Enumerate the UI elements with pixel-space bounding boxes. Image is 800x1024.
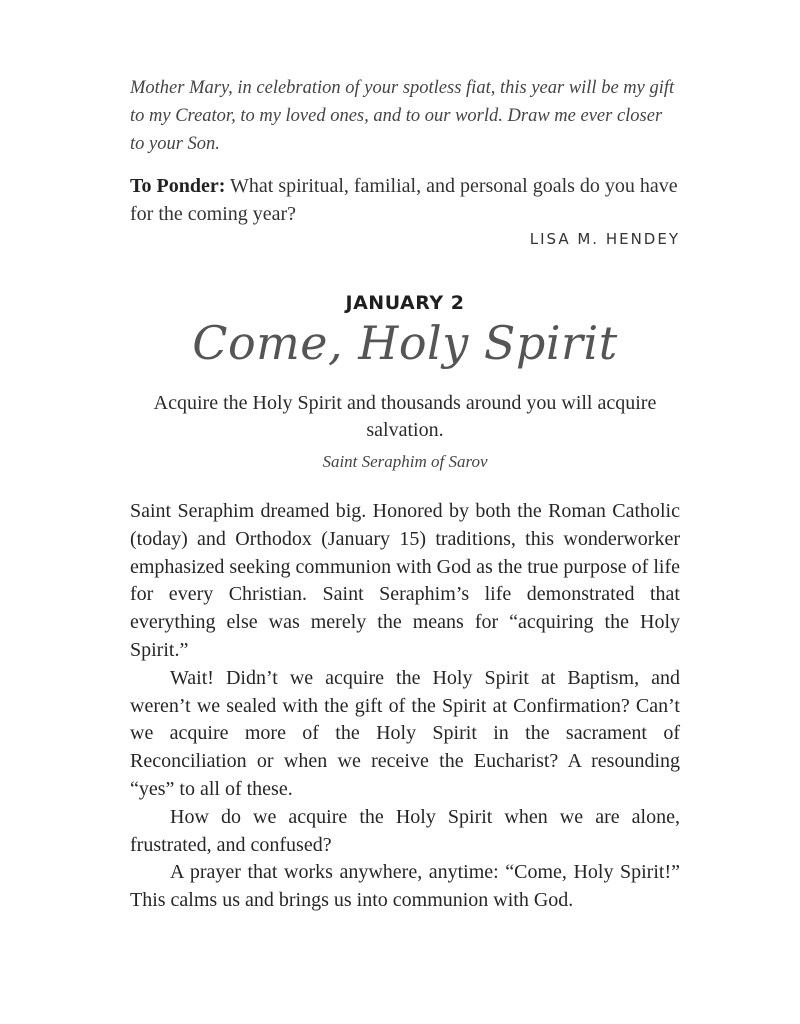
ponder-text: What spiritual, familial, and personal goals do you have for the coming year? (130, 175, 678, 225)
author-name: LISA M. HENDEY (529, 230, 680, 248)
body-paragraph: How do we acquire the Holy Spirit when we are alone, frustrated, and confused? (130, 805, 680, 856)
body-paragraph: Wait! Didn’t we acquire the Holy Spirit at Baptism, and weren’t we sealed with the gift of the Spirit at Confirmation? Can’t we acquire more of the Holy Spirit in the sacrament of Reconciliation or when we receive the Eucharist? A resounding “yes” to all of these. (130, 666, 680, 800)
entry-body (130, 498, 680, 915)
entry-title: Come, Holy Spirit (192, 316, 618, 370)
entry-date: JANUARY 2 (345, 292, 465, 314)
prayer-text: Mother Mary, in celebration of your spotless fiat, this year will be my gift to my Creator, to my loved ones, and to our world. Draw me ever closer to your Son. (130, 78, 675, 154)
ponder-label: To Ponder: (130, 175, 226, 197)
epigraph-quote: Acquire the Holy Spirit and thousands around you will acquire salvation. (153, 392, 657, 441)
body-paragraph: Saint Seraphim dreamed big. Honored by both the Roman Catholic (today) and Orthodox (January 15) traditions, this wonderworker emphasized seeking communion with God as the true purpose of life for every Christian. Saint Seraphim’s life demonstrated that everything else was merely the means for “acquiring the Holy Spirit.” (130, 500, 680, 661)
ponder-block (130, 172, 680, 228)
body-paragraph: A prayer that works anywhere, anytime: “Come, Holy Spirit!” This calms us and brings us into communion with God. (130, 861, 680, 912)
epigraph-attribution: Saint Seraphim of Sarov (322, 452, 488, 471)
